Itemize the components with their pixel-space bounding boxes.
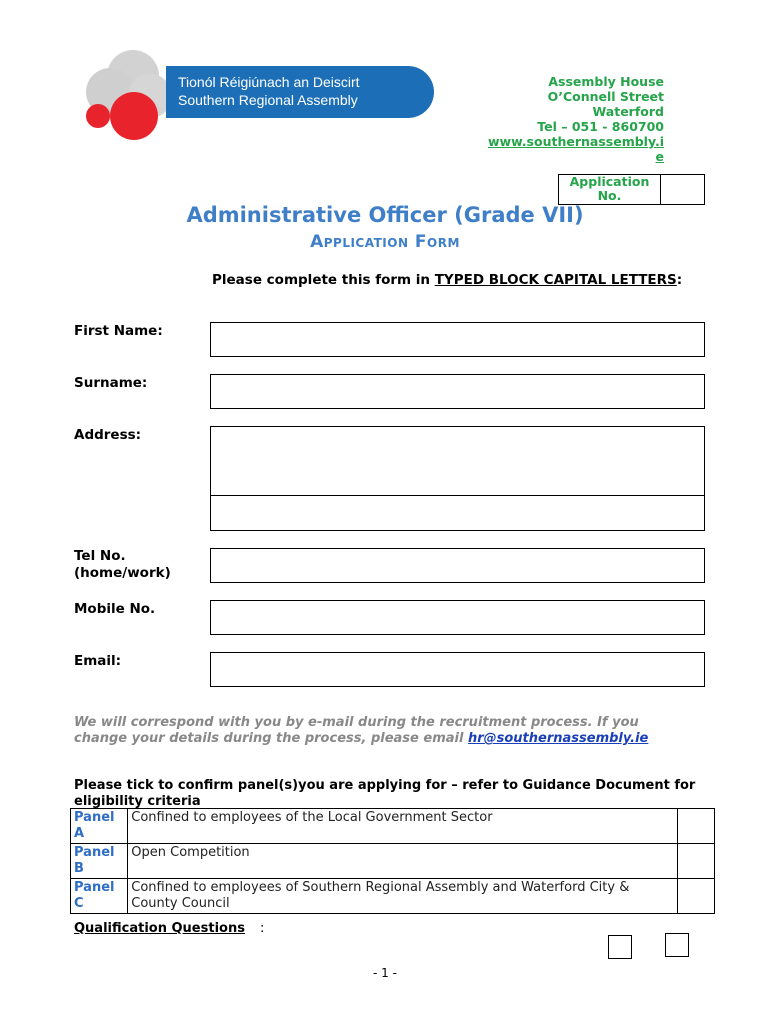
correspondence-note-text: We will correspond with you by e-mail during the recruitment process. If you change your details during the process, please email: [74, 715, 639, 746]
panel-a-description: Confined to employees of the Local Government Sector: [128, 809, 678, 844]
panel-row-c: [71, 879, 715, 914]
application-number-label: [559, 175, 661, 204]
email-label: Email:: [74, 653, 122, 669]
panel-c-description: Confined to employees of Southern Regional Assembly and Waterford City & County Council: [128, 879, 678, 914]
application-number-label-line2: No.: [597, 188, 622, 203]
panel-a-tickbox[interactable]: [677, 809, 714, 844]
instruction-text: Please complete this form in: [212, 272, 435, 288]
mobile-field[interactable]: [210, 600, 705, 635]
application-number-box: [558, 174, 705, 205]
panel-row-b: [71, 844, 715, 879]
panel-b-name: Panel B: [71, 844, 128, 879]
address-line-1: Assembly House: [548, 74, 664, 89]
telephone-label: [74, 548, 171, 582]
first-name-field[interactable]: [210, 322, 705, 357]
website-link-continued[interactable]: e: [655, 149, 664, 164]
email-field[interactable]: [210, 652, 705, 687]
qualification-questions-colon: :: [260, 921, 265, 936]
panel-a-name: Panel A: [71, 809, 128, 844]
organisation-address: [464, 74, 664, 164]
telephone-label-line2: (home/work): [74, 565, 171, 581]
surname-field[interactable]: [210, 374, 705, 409]
panel-c-name: Panel C: [71, 879, 128, 914]
telephone-field[interactable]: [210, 548, 705, 583]
page-number: - 1 -: [373, 966, 397, 980]
panel-table: [70, 808, 715, 914]
no-checkbox[interactable]: [665, 933, 689, 957]
address-label: Address:: [74, 427, 142, 443]
yes-checkbox[interactable]: [608, 935, 632, 959]
address-field-line-2[interactable]: [210, 461, 705, 496]
hr-email-link[interactable]: hr@southernassembly.ie: [467, 731, 649, 746]
address-line-3: Waterford: [592, 104, 664, 119]
address-field-line-1[interactable]: [210, 426, 705, 462]
address-line-2: O’Connell Street: [547, 89, 664, 104]
application-number-label-line1: Application: [569, 174, 650, 189]
panel-row-a: [71, 809, 715, 844]
telephone-label-line1: Tel No.: [74, 548, 126, 564]
instruction-end: :: [676, 272, 683, 288]
logo-irish-name: Tionól Réigiúnach an Deiscirt: [178, 74, 360, 90]
application-number-field[interactable]: [661, 175, 704, 204]
panel-b-description: Open Competition: [128, 844, 678, 879]
panel-c-tickbox[interactable]: [677, 879, 714, 914]
qualification-questions-heading: Qualification Questions: [74, 921, 245, 936]
surname-label: Surname:: [74, 375, 148, 391]
logo-text: [178, 73, 360, 109]
page-title: Administrative Officer (Grade VII): [186, 203, 584, 227]
address-field-line-3[interactable]: [210, 495, 705, 531]
logo: [78, 44, 438, 144]
address-telephone: Tel – 051 - 860700: [537, 119, 664, 134]
correspondence-note: [74, 715, 694, 747]
page-subtitle: Application Form: [310, 232, 460, 252]
first-name-label: First Name:: [74, 323, 163, 339]
mobile-label: Mobile No.: [74, 601, 156, 617]
logo-english-name: Southern Regional Assembly: [178, 92, 358, 108]
instruction-emphasis: TYPED BLOCK CAPITAL LETTERS: [434, 272, 677, 288]
instructions: [166, 272, 686, 289]
panel-selection-heading: Please tick to confirm panel(s)you are applying for – refer to Guidance Document for eligibility criteria: [74, 778, 696, 809]
panel-b-tickbox[interactable]: [677, 844, 714, 879]
website-link[interactable]: www.southernassembly.i: [487, 134, 664, 149]
